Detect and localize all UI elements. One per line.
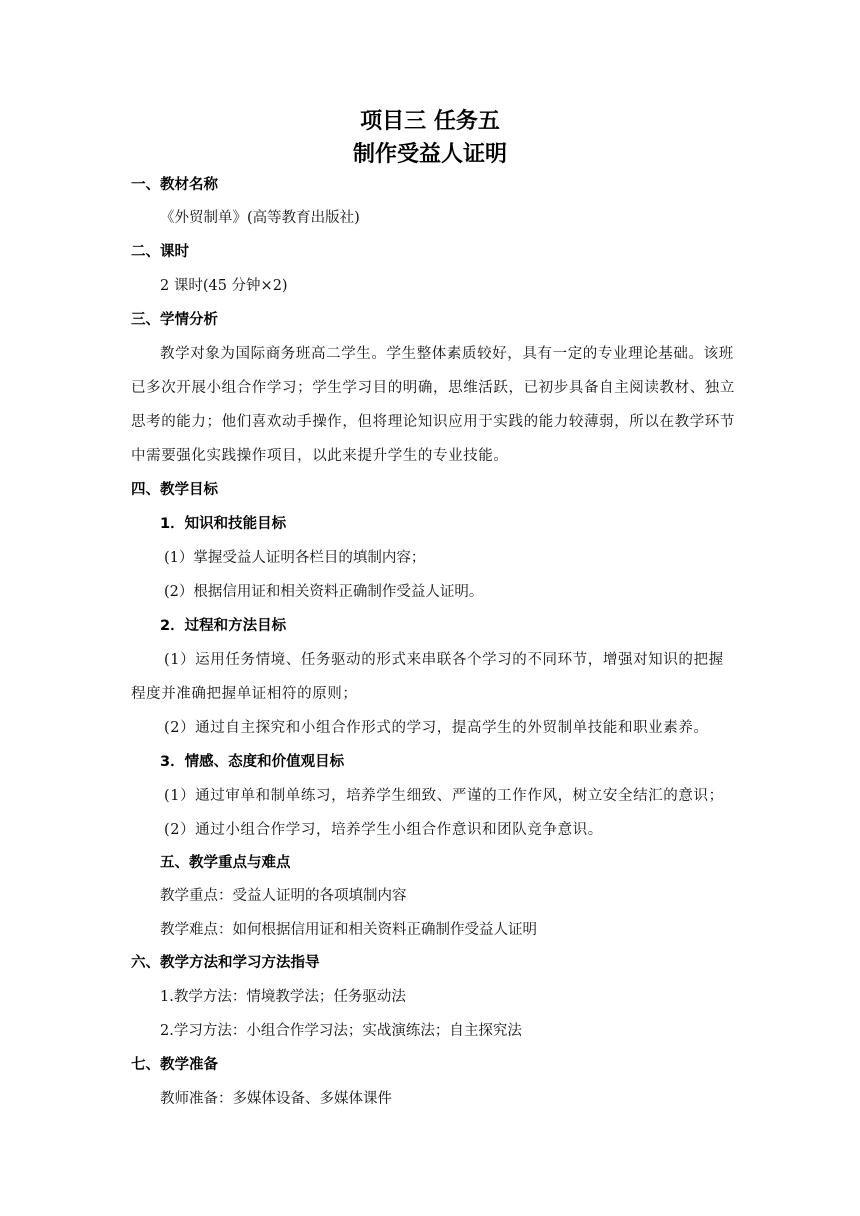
difficult-point-item: 教学难点：如何根据信用证和相关资料正确制作受益人证明 [160,922,537,938]
paragraph-line: 教学对象为国际商务班高二学生。学生整体素质较好，具有一定的专业理论基础。该班 [160,346,734,362]
paragraph-line: 中需要强化实践操作项目，以此来提升学生的专业技能。 [131,448,509,464]
textbook-name: 《外贸制单》(高等教育出版社) [160,210,360,226]
section-heading-textbook: 一、教材名称 [131,177,218,193]
subheading-process-methods: 2．过程和方法目标 [160,618,287,634]
list-item: (1）掌握受益人证明各栏目的填制内容； [164,550,426,566]
key-point-item: 教学重点：受益人证明的各项填制内容 [160,888,407,904]
section-heading-key-points: 五、教学重点与难点 [160,855,291,871]
preparation-item: 教师准备：多媒体设备、多媒体课件 [160,1091,392,1107]
document-subtitle: 制作受益人证明 [352,142,507,167]
section-heading-class-hours: 二、课时 [131,244,189,260]
list-item: (2）根据信用证和相关资料正确制作受益人证明。 [164,584,484,600]
list-item: (2）通过小组合作学习，培养学生小组合作意识和团队竞争意识。 [164,822,603,838]
subheading-emotion-values: 3．情感、态度和价值观目标 [160,754,345,770]
method-item: 1.教学方法：情境教学法；任务驱动法 [160,989,406,1005]
section-heading-teaching-goals: 四、教学目标 [131,482,218,498]
list-item-continuation: 程度并准确把握单证相符的原则； [131,686,358,702]
list-item: (1）运用任务情境、任务驱动的形式来串联各个学习的不同环节，增强对知识的把握 [164,652,724,668]
section-heading-methods: 六、教学方法和学习方法指导 [131,955,320,971]
paragraph-line: 思考的能力；他们喜欢动手操作，但将理论知识应用于实践的能力较薄弱，所以在教学环节 [131,414,735,430]
section-heading-preparation: 七、教学准备 [131,1057,218,1073]
list-item: (1）通过审单和制单练习，培养学生细致、严谨的工作作风，树立安全结汇的意识； [164,788,724,804]
document-title: 项目三 任务五 [360,109,500,134]
subheading-knowledge-skills: 1．知识和技能目标 [160,516,287,532]
paragraph-line: 已多次开展小组合作学习；学生学习目的明确，思维活跃，已初步具备自主阅读教材、独立 [131,380,735,396]
method-item: 2.学习方法：小组合作学习法；实战演练法；自主探究法 [160,1023,522,1039]
section-heading-student-analysis: 三、学情分析 [131,312,218,328]
list-item: (2）通过自主探究和小组合作形式的学习，提高学生的外贸制单技能和职业素养。 [164,720,709,736]
class-hours-text: 2 课时(45 分钟×2) [160,278,288,294]
